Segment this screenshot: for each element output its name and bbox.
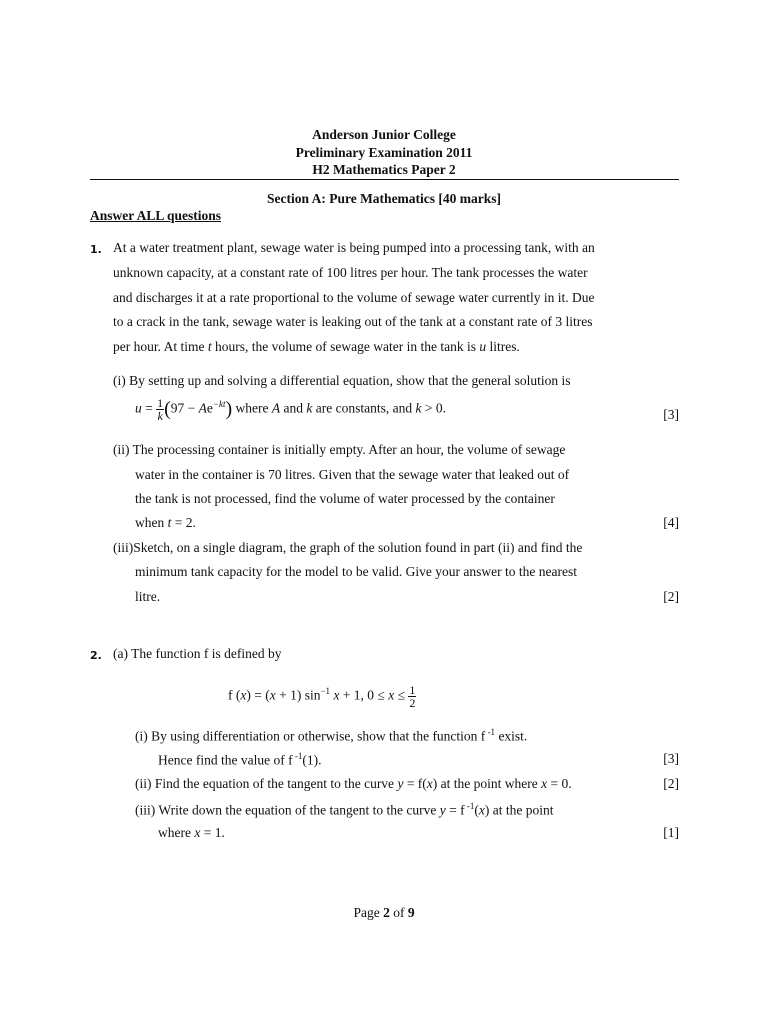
q1-part-ii-line-1: (ii) The processing container is initially empty. After an hour, the volume of sewage [113,442,566,457]
q2-part-iii-line-1: (iii) Write down the equation of the tangent to the curve y = f $^{-1}$(x) at the point [135,801,554,818]
q2-part-i-line-2: Hence find the value of f $^{-1}$(1). [158,751,322,768]
q1-part-ii-line-3: the tank is not processed, find the volume of water processed by the container [135,491,555,506]
q1-part-iii-line-2: minimum tank capacity for the model to be valid. Give your answer to the nearest [135,564,577,579]
q2-function-definition: f (x) = (x + 1) $\sin^{-1} x + 1$, 0 ≤ x ≤ $\frac{1}{2}$ [228,683,416,710]
q1-stem-line-1: At a water treatment plant, sewage water is being pumped into a processing tank, with an [113,240,595,255]
q1-part-i: (i) By setting up and solving a differential equation, show that the general solution is [113,373,571,388]
q2-part-ii: (ii) Find the equation of the tangent to the curve y = f(x) at the point where x = 0. [135,776,572,791]
q1-part-ii-line-4: when t = 2. [135,515,196,530]
college-name: Anderson Junior College [312,127,456,142]
q2-part-i-line-1: (i) By using differentiation or otherwise, show that the function f $^{-1}$ exist. [135,727,528,744]
q1-part-iii-marks: [2] [663,589,679,604]
q2-part-a: (a) The function f is defined by [113,646,282,661]
page-number: 2 [383,905,390,920]
q1-part-iii-line-1: (iii)Sketch, on a single diagram, the graph of the solution found in part (ii) and find the [113,540,583,555]
q1-stem-line-2: unknown capacity, at a constant rate of 100 litres per hour. The tank processes the water [113,265,588,280]
header-rule [90,179,679,180]
q1-stem-line-4: to a crack in the tank, sewage water is leaking out of the tank at a constant rate of 3 litres [113,314,593,329]
paper-title: H2 Mathematics Paper 2 [312,162,456,177]
q1-part-i-marks: [3] [663,407,679,422]
section-title: Section A: Pure Mathematics [40 marks] [266,191,502,206]
q2-part-i-marks: [3] [663,751,679,766]
page-total: 9 [407,905,415,920]
q1-stem-line-3: and discharges it at a rate proportional to the volume of sewage water currently in it. Due [113,290,595,305]
q2-part-iii-line-2: where x = 1. [158,825,225,840]
q2-fraction: $\frac{1}{2}$ [409,683,416,710]
q1-stem-line-5: per hour. At time t hours, the volume of sewage water in the tank is u litres. [113,339,520,354]
q2-part-ii-marks: [2] [663,776,679,791]
page-footer: Page 2 of 9 [353,905,415,920]
question-1-number: 1. [90,243,102,256]
q1-fraction: $\frac{1}{k}$ [157,396,164,423]
section-instruction: Answer ALL questions [90,208,222,223]
q1-part-iii-line-3: litre. [135,589,161,604]
q2-part-iii-marks: [1] [663,825,679,840]
question-2-number: 2. [90,649,102,662]
q1-part-ii-line-2: water in the container is 70 litres. Given that the sewage water that leaked out of [135,467,570,482]
q1-part-ii-marks: [4] [663,515,679,530]
q1-general-solution: u = $\frac{1}{k}$ $(97 - Ae^{-kt})$ where A and k are constants, and k > 0. [135,396,446,423]
exam-title: Preliminary Examination 2011 [295,145,473,160]
